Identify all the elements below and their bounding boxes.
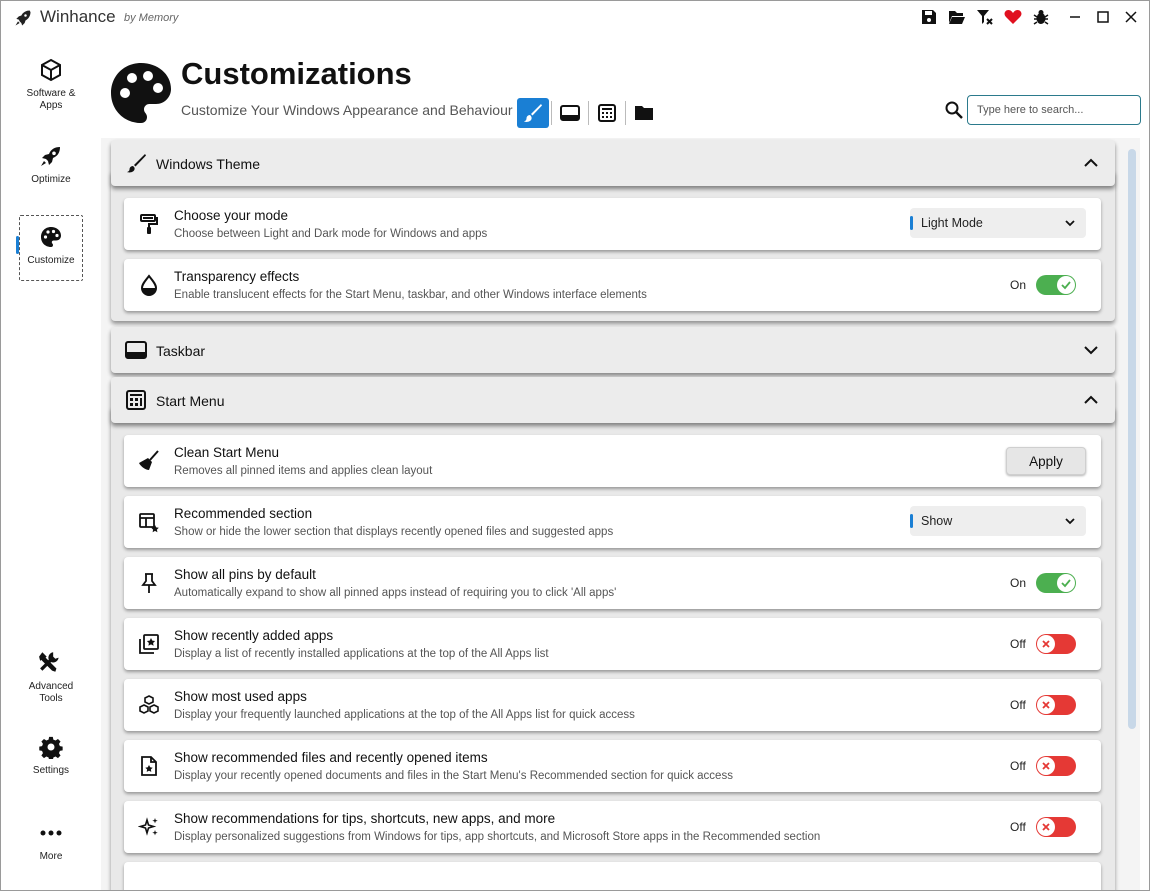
dropdown-value: Show: [921, 514, 953, 528]
setting-description: Enable translucent effects for the Start Menu, taskbar, and other Windows interface elements: [174, 289, 647, 301]
setting-title: Clean Start Menu: [174, 445, 280, 460]
section-header-start-menu[interactable]: [111, 377, 1115, 423]
setting-title: Show all pins by default: [174, 567, 316, 582]
cube-icon: [39, 58, 63, 82]
section-header-taskbar[interactable]: [111, 327, 1115, 373]
toggle-state-label: Off: [1010, 698, 1026, 712]
sidebar: [1, 33, 101, 891]
dropdown-accent: [910, 514, 913, 528]
sparkles-icon: [138, 816, 160, 838]
section-title: Windows Theme: [156, 156, 261, 172]
toggle-knob: [1057, 276, 1075, 294]
brush-icon: [125, 153, 147, 173]
gear-icon: [39, 735, 63, 759]
toggle-state-label: On: [1010, 278, 1027, 292]
sidebar-item-label: Advanced Tools: [28, 681, 74, 704]
sidebar-item-label: Software & Apps: [26, 88, 76, 111]
search-icon[interactable]: [944, 100, 964, 120]
recommended-files-toggle[interactable]: [1036, 756, 1076, 776]
folder-icon: [634, 104, 654, 122]
folder-open-icon[interactable]: [943, 3, 971, 31]
broom-icon: [138, 450, 160, 472]
sidebar-item-advanced-tools[interactable]: [19, 649, 83, 705]
toggle-knob: [1037, 757, 1055, 775]
check-icon: [1060, 279, 1072, 291]
setting-title: Show recently added apps: [174, 628, 334, 643]
setting-description: Display your frequently launched applications at the top of the All Apps list for quick access: [174, 709, 635, 721]
toggle-knob: [1037, 635, 1055, 653]
sidebar-item-label: More: [39, 851, 63, 862]
heart-icon[interactable]: [999, 3, 1027, 31]
divider: [625, 101, 626, 125]
toggle-state-label: Off: [1010, 637, 1026, 651]
setting-description: Choose between Light and Dark mode for Windows and apps: [174, 228, 488, 240]
chevron-down-icon: [1064, 515, 1076, 527]
save-icon[interactable]: [915, 3, 943, 31]
setting-transparency-effects: [124, 259, 1101, 311]
recommended-dropdown[interactable]: [910, 506, 1086, 536]
maximize-button[interactable]: [1089, 3, 1117, 31]
setting-title: Choose your mode: [174, 208, 289, 223]
rocket-logo-icon: [13, 8, 33, 28]
category-taskbar-button[interactable]: [554, 98, 586, 128]
most-used-toggle[interactable]: [1036, 695, 1076, 715]
setting-title: Show recommended files and recently opened items: [174, 750, 488, 765]
chevron-up-icon: [1083, 392, 1099, 408]
setting-description: Display a list of recently installed applications at the top of the All Apps list: [174, 648, 549, 660]
recently-added-toggle[interactable]: [1036, 634, 1076, 654]
x-icon: [1040, 699, 1052, 711]
toggle-knob: [1037, 818, 1055, 836]
rocket-icon: [39, 144, 63, 168]
bug-icon[interactable]: [1027, 3, 1055, 31]
category-buttons: [517, 98, 660, 128]
sidebar-item-label: Customize: [27, 255, 75, 266]
setting-title: Transparency effects: [174, 269, 300, 284]
page-subtitle: Customize Your Windows Appearance and Behaviour: [181, 102, 513, 118]
filter-clear-icon[interactable]: [971, 3, 999, 31]
setting-description: Automatically expand to show all pinned apps instead of requiring you to click 'All apps': [174, 587, 617, 599]
sidebar-item-label: Optimize: [31, 174, 71, 185]
setting-card-partial: [124, 862, 1101, 891]
mode-dropdown[interactable]: [910, 208, 1086, 238]
toggle-knob: [1037, 696, 1055, 714]
setting-description: Display personalized suggestions from Windows for tips, app shortcuts, and Microsoft Store apps in the Recommended section: [174, 831, 821, 843]
droplet-icon: [138, 274, 160, 296]
brush-icon: [523, 103, 543, 123]
taskbar-icon: [560, 104, 580, 122]
setting-description: Display your recently opened documents and files in the Start Menu's Recommended section for quick access: [174, 770, 733, 782]
toggle-state-label: Off: [1010, 820, 1026, 834]
category-start-menu-button[interactable]: [591, 98, 623, 128]
divider: [551, 101, 552, 125]
setting-recommended-section: [124, 496, 1101, 548]
palette-icon: [39, 225, 63, 249]
setting-clean-start-menu: [124, 435, 1101, 487]
tools-icon: [38, 649, 64, 675]
app-name: Winhance: [40, 7, 116, 26]
page-title: Customizations: [181, 56, 412, 91]
x-icon: [1040, 638, 1052, 650]
setting-description: Show or hide the lower section that displays recently opened files and suggested apps: [174, 526, 614, 538]
dropdown-accent: [910, 216, 913, 230]
section-title: Start Menu: [156, 393, 225, 409]
title-bar: [1, 1, 1149, 33]
chevron-down-icon: [1064, 217, 1076, 229]
sidebar-item-more[interactable]: [19, 821, 83, 863]
file-star-icon: [138, 755, 160, 777]
setting-choose-mode: [124, 198, 1101, 250]
show-all-pins-toggle[interactable]: [1036, 573, 1076, 593]
start-menu-icon: [125, 390, 147, 410]
setting-recommended-files: [124, 740, 1101, 792]
paint-roller-icon: [138, 213, 160, 235]
recommendations-tips-toggle[interactable]: [1036, 817, 1076, 837]
close-button[interactable]: [1117, 3, 1145, 31]
pin-icon: [138, 572, 160, 594]
more-icon: [39, 821, 63, 845]
section-header-windows-theme[interactable]: [111, 140, 1115, 186]
setting-show-all-pins: [124, 557, 1101, 609]
divider: [588, 101, 589, 125]
sidebar-item-customize[interactable]: [19, 215, 83, 281]
chevron-down-icon: [1083, 342, 1099, 358]
chevron-up-icon: [1083, 155, 1099, 171]
category-windows-theme-button[interactable]: [517, 98, 549, 128]
dropdown-value: Light Mode: [921, 216, 983, 230]
check-icon: [1060, 577, 1072, 589]
x-icon: [1040, 760, 1052, 772]
palette-header-icon: [109, 61, 173, 125]
setting-recommendations-tips: [124, 801, 1101, 853]
star-box-icon: [138, 633, 160, 655]
taskbar-icon: [125, 340, 147, 360]
setting-recently-added-apps: [124, 618, 1101, 670]
start-menu-icon: [598, 104, 616, 122]
titlebar-actions: [915, 1, 1149, 33]
sidebar-item-software-apps[interactable]: [19, 58, 83, 112]
apply-button[interactable]: Apply: [1006, 447, 1086, 475]
cubes-icon: [138, 694, 160, 716]
x-icon: [1040, 821, 1052, 833]
toggle-state-label: Off: [1010, 759, 1026, 773]
app-author: by Memory: [124, 12, 179, 24]
setting-title: Show recommendations for tips, shortcuts, new apps, and more: [174, 811, 556, 826]
setting-description: Removes all pinned items and applies clean layout: [174, 465, 433, 477]
setting-title: Show most used apps: [174, 689, 307, 704]
sidebar-item-optimize[interactable]: [19, 144, 83, 186]
setting-most-used-apps: [124, 679, 1101, 731]
scrollbar[interactable]: [1128, 149, 1136, 729]
sidebar-item-settings[interactable]: [19, 735, 83, 777]
section-title: Taskbar: [156, 343, 206, 359]
category-explorer-button[interactable]: [628, 98, 660, 128]
search-input[interactable]: [967, 95, 1141, 125]
setting-title: Recommended section: [174, 506, 313, 521]
sidebar-item-label: Settings: [32, 765, 70, 776]
toggle-knob: [1057, 574, 1075, 592]
transparency-toggle[interactable]: [1036, 275, 1076, 295]
table-star-icon: [138, 511, 160, 533]
minimize-button[interactable]: [1061, 3, 1089, 31]
toggle-state-label: On: [1010, 576, 1027, 590]
